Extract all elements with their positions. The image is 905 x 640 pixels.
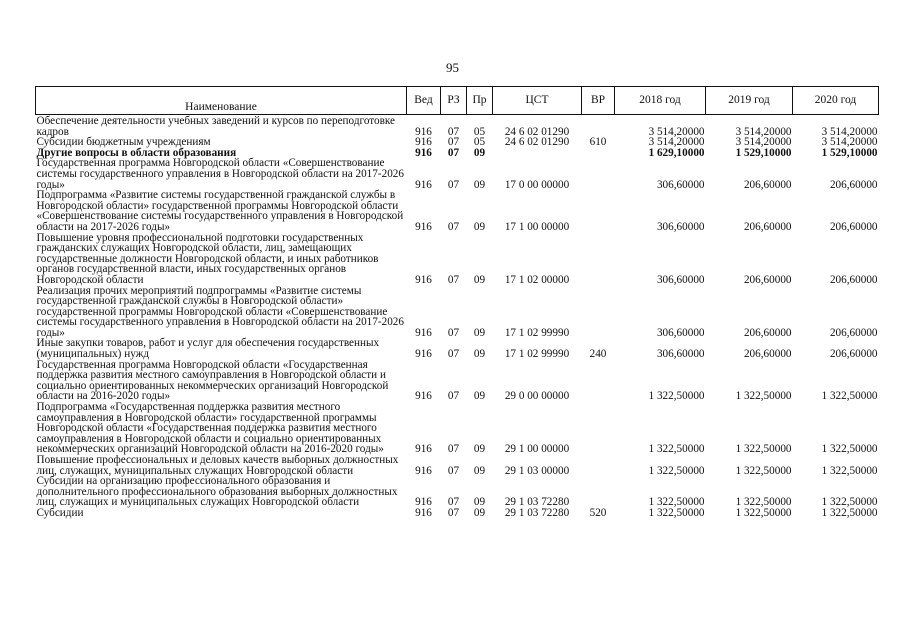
cell-pr: 09	[473, 506, 486, 519]
cell-cst: 24 6 02 01290	[504, 125, 570, 138]
cell-vr: 240	[589, 348, 607, 361]
cell-2018: 1 322,50000	[648, 496, 705, 509]
cell-rz: 07	[447, 348, 460, 361]
cell-2020: 206,60000	[829, 220, 878, 233]
cell-pr: 09	[473, 464, 486, 477]
cell-ved: 916	[415, 464, 432, 477]
cell-pr: 09	[473, 443, 486, 456]
cell-2018: 1 322,50000	[648, 506, 705, 519]
cell-name: Государственная программа Новгородской области «Государственная поддержка развития местного самоуправления в Новгородской области и социально ориентированных некоммерческих организаций Новгородской области на 2016-2020 годы»	[36, 358, 389, 403]
cell-cst: 29 1 03 72280	[504, 506, 570, 519]
cell-vr	[582, 233, 615, 286]
cell-vr	[582, 148, 615, 159]
cell-name: Субсидии	[36, 506, 84, 519]
table-row	[36, 158, 879, 190]
cell-rz: 07	[447, 146, 460, 159]
table-row	[36, 338, 879, 359]
header-cst: ЦСТ	[493, 87, 582, 115]
cell-ved: 916	[415, 506, 432, 519]
cell-2020: 206,60000	[829, 326, 878, 339]
cell-2019: 206,60000	[743, 326, 792, 339]
cell-vr: 520	[589, 506, 607, 519]
cell-pr: 09	[473, 326, 486, 339]
cell-2020: 3 514,20000	[821, 125, 878, 138]
header-ved: Вед	[407, 87, 441, 115]
cell-rz: 07	[447, 390, 460, 403]
cell-pr: 09	[473, 273, 486, 286]
cell-ved: 916	[415, 136, 432, 149]
cell-ved: 916	[415, 348, 432, 361]
table-row	[36, 508, 879, 519]
cell-pr: 05	[473, 136, 486, 149]
cell-2019: 206,60000	[743, 220, 792, 233]
cell-cst: 24 6 02 01290	[504, 136, 570, 149]
cell-rz: 07	[447, 464, 460, 477]
cell-cst: 17 1 00 00000	[504, 220, 570, 233]
cell-cst: 17 1 02 99990	[504, 326, 570, 339]
page-number: 95	[446, 60, 459, 75]
cell-2018: 306,60000	[656, 348, 705, 361]
cell-2019: 206,60000	[743, 348, 792, 361]
header-vr: ВР	[582, 87, 615, 115]
table-row	[36, 233, 879, 286]
cell-2019: 1 529,10000	[735, 146, 792, 159]
cell-cst: 29 0 00 00000	[504, 390, 570, 403]
cell-vr	[582, 115, 615, 138]
cell-cst: 29 1 03 72280	[504, 496, 570, 509]
cell-vr	[582, 360, 615, 402]
cell-rz: 07	[447, 125, 460, 138]
cell-pr: 09	[473, 178, 486, 191]
cell-pr: 05	[473, 125, 486, 138]
cell-cst: 17 0 00 00000	[504, 178, 570, 191]
table-row	[36, 190, 879, 232]
table-header-row	[36, 87, 879, 115]
cell-cst: 29 1 00 00000	[504, 443, 570, 456]
cell-2020: 1 322,50000	[821, 496, 878, 509]
cell-name: Реализация прочих мероприятий подпрограммы «Развитие системы государственной гражданской службы в Новгородской области» государственной программы Новгородской области «Совершенствование системы государственного управления в Новгородской области на 2017-2026 годы»	[36, 284, 404, 339]
cell-name: Подпрограмма «Развитие системы государственной гражданской службы в Новгородской области» государственной программы Новгородской области «Совершенствование системы государственного управления в Новгородской области на 2017-2026 годы»	[36, 189, 404, 233]
cell-2018: 1 322,50000	[648, 464, 705, 477]
cell-ved: 916	[415, 220, 432, 233]
cell-2019: 1 322,50000	[735, 390, 792, 403]
cell-2019: 1 322,50000	[735, 496, 792, 509]
cell-ved: 916	[415, 146, 432, 159]
cell-vr	[582, 286, 615, 339]
cell-pr: 09	[473, 496, 486, 509]
cell-2019: 3 514,20000	[735, 136, 792, 149]
cell-2018: 3 514,20000	[648, 125, 705, 138]
cell-vr	[582, 455, 615, 476]
cell-2018: 3 514,20000	[648, 136, 705, 149]
cell-rz: 07	[447, 506, 460, 519]
header-year-2018: 2018 год	[615, 87, 706, 115]
table-row	[36, 455, 879, 476]
cell-2018: 306,60000	[656, 178, 705, 191]
header-name: Наименование	[36, 87, 407, 115]
cell-2020: 1 322,50000	[821, 506, 878, 519]
cell-name: Государственная программа Новгородской области «Совершенствование системы государственного управления в Новгородской области на 2017-2026 годы»	[36, 157, 404, 191]
cell-pr: 09	[473, 390, 486, 403]
cell-vr	[582, 190, 615, 232]
cell-rz: 07	[447, 273, 460, 286]
cell-ved: 916	[415, 273, 432, 286]
cell-pr: 09	[473, 146, 486, 159]
table-row	[36, 402, 879, 455]
cell-2018: 306,60000	[656, 273, 705, 286]
cell-ved: 916	[415, 178, 432, 191]
cell-cst: 17 1 02 99990	[504, 348, 570, 361]
header-pr: Пр	[467, 87, 493, 115]
budget-table	[35, 86, 879, 519]
cell-2018: 306,60000	[656, 220, 705, 233]
cell-vr: 610	[589, 136, 607, 149]
header-rz: РЗ	[441, 87, 467, 115]
cell-2018: 1 322,50000	[648, 443, 705, 456]
cell-cst	[493, 148, 582, 159]
cell-2019: 3 514,20000	[735, 125, 792, 138]
cell-2018: 1 629,10000	[648, 146, 705, 159]
cell-ved: 916	[415, 390, 432, 403]
cell-name: Субсидии бюджетным учреждениям	[36, 136, 211, 149]
cell-2020: 1 322,50000	[821, 464, 878, 477]
header-year-2019: 2019 год	[706, 87, 793, 115]
cell-2020: 206,60000	[829, 273, 878, 286]
cell-name: Подпрограмма «Государственная поддержка развития местного самоуправления в Новгородской области» государственной программы Новгородской области «Государственная поддержка развития местного самоуправления в Новгородской области и социально ориентированных некоммерческих организаций Новгородской области на 2016-2020 годы»	[36, 401, 384, 456]
table-row	[36, 115, 879, 138]
cell-2019: 206,60000	[743, 273, 792, 286]
cell-name: Иные закупки товаров, работ и услуг для обеспечения государственных (муниципальных) нужд	[36, 337, 380, 361]
cell-2018: 1 322,50000	[648, 390, 705, 403]
cell-cst: 17 1 02 00000	[504, 273, 570, 286]
cell-pr: 09	[473, 348, 486, 361]
cell-2020: 206,60000	[829, 348, 878, 361]
cell-2019: 206,60000	[743, 178, 792, 191]
cell-pr: 09	[473, 220, 486, 233]
cell-name: Обеспечение деятельности учебных заведений и курсов по переподготовке кадров	[36, 115, 396, 138]
cell-ved: 916	[415, 443, 432, 456]
table-row	[36, 360, 879, 402]
cell-rz: 07	[447, 220, 460, 233]
cell-cst: 29 1 03 00000	[504, 464, 570, 477]
cell-vr	[582, 402, 615, 455]
cell-2020: 206,60000	[829, 178, 878, 191]
cell-name: Повышение профессиональных и деловых качеств выборных должностных лиц, служащих, муниципальных служащих Новгородской области	[36, 454, 399, 477]
table-row	[36, 476, 879, 508]
cell-ved: 916	[415, 326, 432, 339]
cell-ved: 916	[415, 125, 432, 138]
cell-2019: 1 322,50000	[735, 464, 792, 477]
cell-rz: 07	[447, 178, 460, 191]
header-year-2020: 2020 год	[793, 87, 879, 115]
cell-2020: 1 529,10000	[821, 146, 878, 159]
cell-vr	[582, 158, 615, 190]
cell-vr	[582, 476, 615, 508]
cell-2018: 306,60000	[656, 326, 705, 339]
table-row	[36, 286, 879, 339]
cell-name: Субсидии на организацию профессионального образования и дополнительного профессионального образования выборных должностных лиц, служащих и муниципальных служащих Новгородской области	[36, 475, 398, 509]
cell-rz: 07	[447, 326, 460, 339]
cell-rz: 07	[447, 443, 460, 456]
cell-name: Повышение уровня профессиональной подготовки государственных гражданских служащих Новгородской области, лиц, замещающих государственные должности Новгородской области, и иных работников органов государственной власти, иных государственных органов Новгородской области	[36, 231, 379, 286]
cell-2019: 1 322,50000	[735, 443, 792, 456]
cell-name: Другие вопросы в области образования	[36, 146, 237, 159]
cell-ved: 916	[415, 496, 432, 509]
cell-rz: 07	[447, 136, 460, 149]
cell-2020: 1 322,50000	[821, 443, 878, 456]
cell-2020: 3 514,20000	[821, 136, 878, 149]
cell-rz: 07	[447, 496, 460, 509]
cell-2020: 1 322,50000	[821, 390, 878, 403]
cell-2019: 1 322,50000	[735, 506, 792, 519]
